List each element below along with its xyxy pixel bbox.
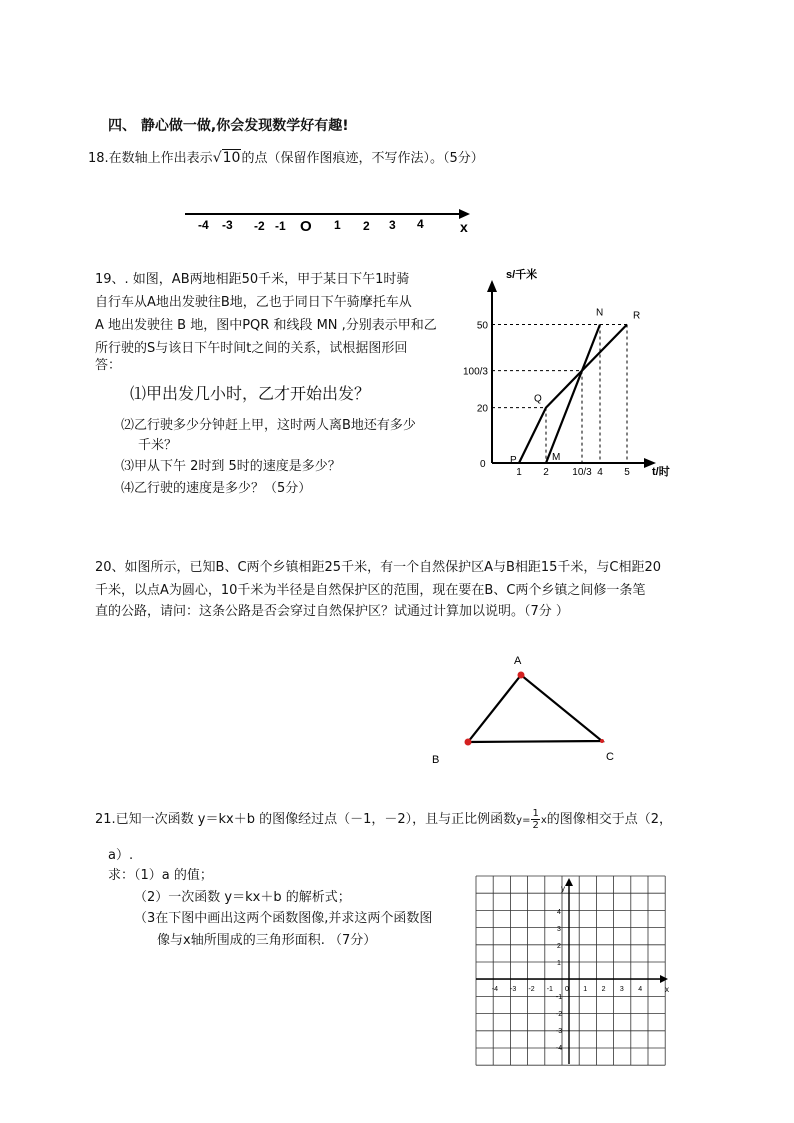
series-yi-line bbox=[546, 325, 600, 464]
chart-ticks bbox=[463, 321, 630, 479]
q19-sub2a: ⑵乙行驶多少分钟赶上甲，这时两人离B地还有多少 bbox=[121, 418, 416, 433]
number-line bbox=[180, 200, 480, 240]
q19-line: 19、. 如图，AB两地相距50千米，甲于某日下午1时骑 bbox=[95, 272, 410, 287]
x-tick-label: 5 bbox=[624, 467, 630, 478]
nl-label: -1 bbox=[275, 219, 286, 233]
x-tick-label: 4 bbox=[597, 467, 603, 478]
x-tick-label: 1 bbox=[516, 467, 522, 478]
point-b bbox=[465, 739, 472, 746]
grid-x-name: x bbox=[665, 985, 669, 994]
q21-line6: 像与x轴所围成的三角形面积. （7分） bbox=[157, 933, 377, 948]
point-label-p: P bbox=[510, 455, 517, 466]
q21-line1-b: 的图像相交于点（2， bbox=[546, 812, 673, 827]
label-c: C bbox=[606, 751, 614, 763]
grid-x-label: 0 bbox=[565, 986, 569, 993]
grid-x-arrow bbox=[660, 975, 668, 983]
grid-x-label: 3 bbox=[619, 986, 624, 993]
grid-y-name: y bbox=[561, 884, 565, 893]
q21-frac-tail: x bbox=[540, 815, 547, 826]
grid-x-label: 1 bbox=[583, 986, 588, 993]
q21-line1-a: 21.已知一次函数 y＝kx＋b 的图像经过点（－1，－2），且与正比例函数 bbox=[95, 812, 517, 827]
grid-x-label: -3 bbox=[510, 986, 517, 993]
q21-line2: a）. bbox=[108, 848, 134, 863]
nl-axis-name: x bbox=[460, 219, 468, 235]
q20-line: 千米，以点A为圆心，10千米为半径是自然保护区的范围，现在要在B、C两个乡镇之间修一条笔 bbox=[95, 583, 646, 598]
grid-x-label: -1 bbox=[546, 986, 553, 993]
q21-frac-num: 1 bbox=[532, 808, 539, 819]
point-label-n: N bbox=[596, 307, 604, 319]
q21-frac-den: 2 bbox=[532, 820, 539, 831]
nl-label: O bbox=[300, 218, 312, 235]
nl-label: -4 bbox=[198, 218, 209, 232]
q21-line5: （3在下图中画出这两个函数图像,并求这两个函数图 bbox=[134, 911, 433, 926]
grid-y-label: 1 bbox=[557, 960, 561, 967]
q19-sub3: ⑶甲从下午 2时到 5时的速度是多少？ bbox=[121, 459, 341, 474]
q21-line3: 求：（1）a 的值； bbox=[108, 868, 213, 883]
section-title: 四、 静心做一做,你会发现数学好有趣! bbox=[108, 118, 349, 134]
grid-y-arrow bbox=[565, 878, 573, 886]
point-c bbox=[600, 739, 604, 743]
grid-y-label: -3 bbox=[555, 1028, 563, 1035]
grid-y-label: -4 bbox=[555, 1045, 563, 1052]
distance-time-chart bbox=[450, 262, 690, 487]
chart-origin-label: 0 bbox=[480, 459, 486, 470]
point-a bbox=[518, 672, 525, 679]
point-label-m: M bbox=[552, 452, 561, 463]
triangle-abc bbox=[468, 675, 602, 742]
nl-label: -3 bbox=[222, 218, 233, 232]
point-label-q: Q bbox=[534, 393, 542, 405]
chart-y-arrow bbox=[487, 280, 497, 292]
x-tick-label: 10/3 bbox=[572, 467, 592, 478]
q19-sub1: ⑴甲出发几小时，乙才开始出发？ bbox=[130, 384, 371, 403]
grid-y-label: -1 bbox=[555, 994, 563, 1001]
grid-y-label: 3 bbox=[557, 926, 561, 933]
grid-lines bbox=[476, 876, 665, 1065]
q19-sub4: ⑷乙行驶的速度是多少？（5分） bbox=[121, 481, 312, 496]
y-tick-label: 50 bbox=[476, 320, 488, 332]
y-tick-label: 20 bbox=[476, 403, 488, 415]
nl-label: 3 bbox=[389, 218, 396, 232]
q20-line: 直的公路，请问：这条公路是否会穿过自然保护区？试通过计算加以说明。（7分 ） bbox=[95, 604, 569, 619]
y-tick-label: 100/3 bbox=[462, 366, 488, 378]
q19-line: 所行驶的S与该日下午时间t之间的关系，试根据图形回 bbox=[95, 341, 408, 356]
grid-y-label: 4 bbox=[557, 909, 561, 916]
q19-sub2b: 千米？ bbox=[138, 438, 178, 453]
chart-series bbox=[510, 308, 640, 467]
nl-label: 1 bbox=[334, 218, 341, 232]
q21-fraction bbox=[531, 808, 539, 831]
q19-line: 自行车从A地出发驶往B地，乙也于同日下午骑摩托车从 bbox=[95, 295, 412, 310]
q18-prefix: 18.在数轴上作出表示 bbox=[88, 151, 213, 166]
chart-x-label: t/时 bbox=[652, 466, 670, 478]
nl-label: 2 bbox=[363, 219, 370, 233]
q19-line: A 地出发驶往 B 地，图中PQR 和线段 MN ,分别表示甲和乙 bbox=[95, 318, 437, 333]
nl-label: -2 bbox=[254, 219, 265, 233]
q21-line1 bbox=[95, 808, 672, 832]
triangle-figure bbox=[425, 650, 625, 770]
grid-x-label: 2 bbox=[601, 986, 606, 993]
x-tick-label: 2 bbox=[543, 467, 549, 478]
point-label-r: R bbox=[633, 310, 641, 322]
q18-text bbox=[88, 147, 484, 170]
nl-label: 4 bbox=[417, 217, 424, 231]
coordinate-grid bbox=[470, 868, 675, 1068]
q18-sqrt: √10 bbox=[212, 150, 241, 166]
label-a: A bbox=[514, 655, 522, 667]
q21-line4: （2）一次函数 y＝kx＋b 的解析式； bbox=[134, 890, 351, 905]
q20-line: 20、如图所示，已知B、C两个乡镇相距25千米，有一个自然保护区A与B相距15千米，与C相距20 bbox=[95, 560, 662, 575]
q18-suffix: 的点（保留作图痕迹，不写作法）。（5分） bbox=[241, 151, 484, 166]
grid-y-label: 2 bbox=[557, 943, 561, 950]
chart-y-label: s/千米 bbox=[506, 269, 538, 281]
grid-x-label: 4 bbox=[638, 986, 643, 993]
number-line-arrow bbox=[459, 209, 470, 219]
q19-line: 答： bbox=[95, 358, 122, 373]
label-b: B bbox=[432, 754, 440, 766]
grid-x-label: -2 bbox=[528, 986, 535, 993]
grid-y-label: -2 bbox=[555, 1011, 563, 1018]
q21-frac-lead: y= bbox=[516, 815, 531, 826]
grid-x-label: -4 bbox=[491, 986, 499, 993]
q18-sqrt-value: 10 bbox=[222, 150, 241, 166]
